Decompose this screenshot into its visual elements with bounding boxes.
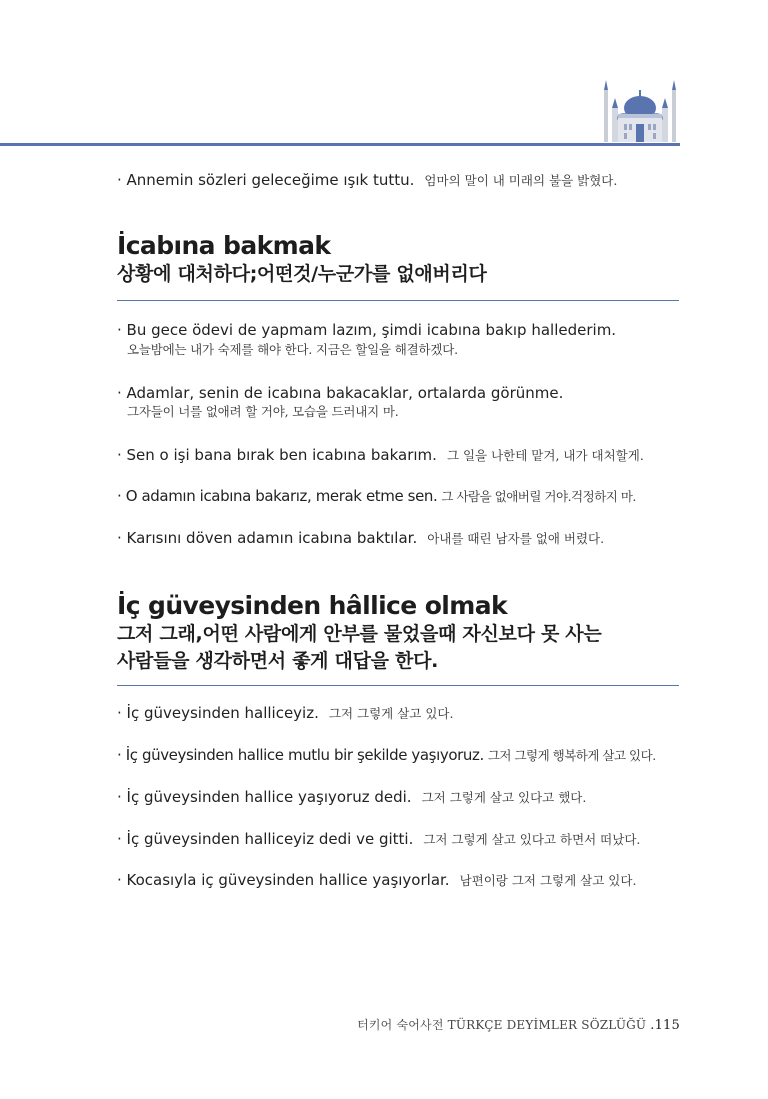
example-row (117, 745, 656, 766)
example-row (117, 829, 640, 850)
idiom-title: İcabına bakmak (117, 231, 331, 260)
section-divider (117, 685, 679, 686)
example-row (117, 787, 586, 808)
example-turkish: · İç güveysinden halliceyiz dedi ve gitti. (117, 830, 414, 848)
example-row (117, 383, 563, 403)
example-turkish: · Annemin sözleri geleceğime ışık tuttu. (117, 171, 415, 189)
example-korean: 그저 그렇게 살고 있다고 하면서 떠났다. (423, 832, 641, 847)
example-turkish: · Adamlar, senin de icabına bakacaklar, ortalarda görünme. (117, 384, 564, 402)
section-divider (117, 300, 679, 301)
example-row (117, 870, 636, 891)
page-footer (357, 1016, 680, 1033)
idiom-title: İç güveysinden hâllice olmak (117, 591, 508, 620)
example-turkish: · Kocasıyla iç güveysinden hallice yaşıyorlar. (117, 871, 450, 889)
idiom-meaning-line1: 그저 그래,어떤 사람에게 안부를 물었을때 자신보다 못 사는 (117, 623, 602, 645)
example-korean: 그저 그렇게 살고 있다. (328, 706, 454, 721)
idiom-meaning-line2: 사람들을 생각하면서 좋게 대답을 한다. (117, 650, 439, 672)
example-row (117, 320, 616, 340)
example-turkish: · İç güveysinden halliceyiz. (117, 704, 319, 722)
example-turkish: · Bu gece ödevi de yapmam lazım, şimdi icabına bakıp hallederim. (117, 321, 617, 339)
example-turkish: · O adamın icabına bakarız, merak etme sen. (117, 487, 438, 505)
header-rule (0, 143, 680, 146)
example-korean: 그 사람을 없애버릴 거야.걱정하지 마. (441, 489, 636, 504)
example-turkish: · İç güveysinden hallice yaşıyoruz dedi. (117, 788, 412, 806)
intro-example (117, 170, 617, 191)
example-row (117, 528, 604, 549)
example-turkish: · Sen o işi bana bırak ben icabına bakarım. (117, 446, 437, 464)
example-turkish: · Karısını döven adamın icabına baktılar. (117, 529, 418, 547)
example-korean: 그저 그렇게 행복하게 살고 있다. (487, 748, 656, 763)
example-row (117, 703, 453, 724)
mosque-icon (598, 78, 682, 144)
book-title: 터키어 숙어사전 TÜRKÇE DEYİMLER SÖZLÜĞÜ (357, 1018, 647, 1032)
example-row (117, 486, 636, 507)
example-korean: 남편이랑 그저 그렇게 살고 있다. (459, 873, 637, 888)
example-korean: 그저 그렇게 살고 있다고 했다. (421, 790, 587, 805)
example-korean: 그자들이 너를 없애려 할 거야, 모습을 드러내지 마. (127, 404, 399, 419)
example-korean: 엄마의 말이 내 미래의 불을 밝혔다. (424, 173, 618, 188)
example-row (117, 445, 644, 466)
page-number: .115 (650, 1018, 680, 1033)
example-turkish: · İç güveysinden hallice mutlu bir şekilde yaşıyoruz. (117, 746, 484, 764)
example-korean: 그 일을 나한테 맡겨, 내가 대처할게. (446, 448, 644, 463)
example-korean: 아내를 때린 남자를 없애 버렸다. (427, 531, 605, 546)
example-korean: 오늘밤에는 내가 숙제를 해야 한다. 지금은 할일을 해결하겠다. (127, 342, 458, 357)
idiom-meaning: 상황에 대처하다;어떤것/누군가를 없애버리다 (117, 263, 487, 285)
